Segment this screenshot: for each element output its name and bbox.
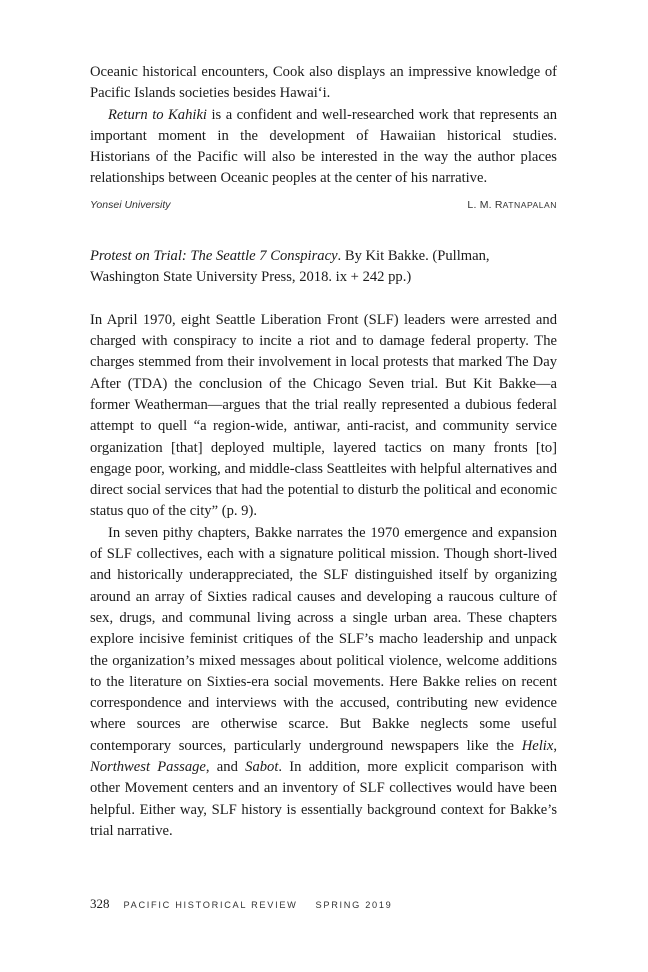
journal-name: PACIFIC HISTORICAL REVIEW [123,900,298,910]
book-title-italic: Return to Kahiki [108,106,207,123]
paragraph-text: , [553,737,557,754]
italic-title: Northwest Passage [90,759,206,776]
issue-label: SPRING 2019 [315,900,393,910]
reviewer-name [467,198,557,212]
reviewer-initials: L. M. R [467,198,503,211]
reviewer-surname-smallcaps: ATNAPALAN [502,199,557,210]
page-number: 328 [90,896,110,911]
book-meta: . By Kit Bakke. (Pullman, Washington State University Press, 2018. ix + 242 pp.) [90,247,490,286]
page-footer [90,896,392,912]
book-citation [90,246,557,289]
reviewer-affiliation: Yonsei University [90,198,171,211]
paragraph-text: In seven pithy chapters, Bakke narrates the 1970 emergence and expansion of SLF collectives, each with a signature political mission. Though short-lived and historically underappreciated, the SLF distinguished itself by organizing around an array of Sixties radical causes and developing a raucous culture of sex, drugs, and communal living across a single urban area. These chapters explore incisive feminist critiques of the SLF’s macho leadership and unpack the organization’s mixed messages about political violence, welcome additions to the literature on Sixties-era social movements. Here Bakke relies on recent correspondence and interviews with the accused, contributing new evidence where sources are otherwise scarce. But Bakke neglects some useful contemporary sources, particularly underground newspapers like the [90,524,557,754]
italic-title: Sabot [245,759,279,776]
italic-title: Helix [521,737,554,754]
paragraph: In April 1970, eight Seattle Liberation Front (SLF) leaders were arrested and charged with conspiracy to incite a riot and to damage federal property. The charges stemmed from their involvement in local protests that marked The Day After (TDA) the conclusion of the Chicago Seven trial. But Kit Bakke—a former Weatherman—argues that the trial really represented a dubious federal attempt to quell “a region-wide, antiwar, anti-racist, and community service organization [that] deployed multiple, layered tactics on many fronts [to] engage poor, working, and middle-class Seattleites with helpful alternatives and direct social services that had the potential to disturb the political and economic status quo of the city” (p. 9). [90,311,557,520]
paragraph-text: . In addition, more explicit comparison with other Movement centers and an inventory of SLF collectives would have been helpful. Either way, SLF history is essentially background context for Bakke’s trial narrative. [90,759,557,839]
paragraph [90,105,557,190]
paragraph: Oceanic historical encounters, Cook also displays an impressive knowledge of Pacific Islands societies besides Hawai‘i. [90,64,557,102]
book-title: Protest on Trial: The Seattle 7 Conspiracy [90,247,338,264]
paragraph-text: , and [205,759,246,776]
review-signature [90,198,557,212]
paragraph [90,523,557,842]
page-content [90,62,557,842]
paragraph-text: is a confident and well-researched work that represents an important moment in the development of Hawaiian historical studies. Historians of the Pacific will also be interested in the way the author places relationships between Oceanic peoples at the center of his narrative. [90,106,557,187]
